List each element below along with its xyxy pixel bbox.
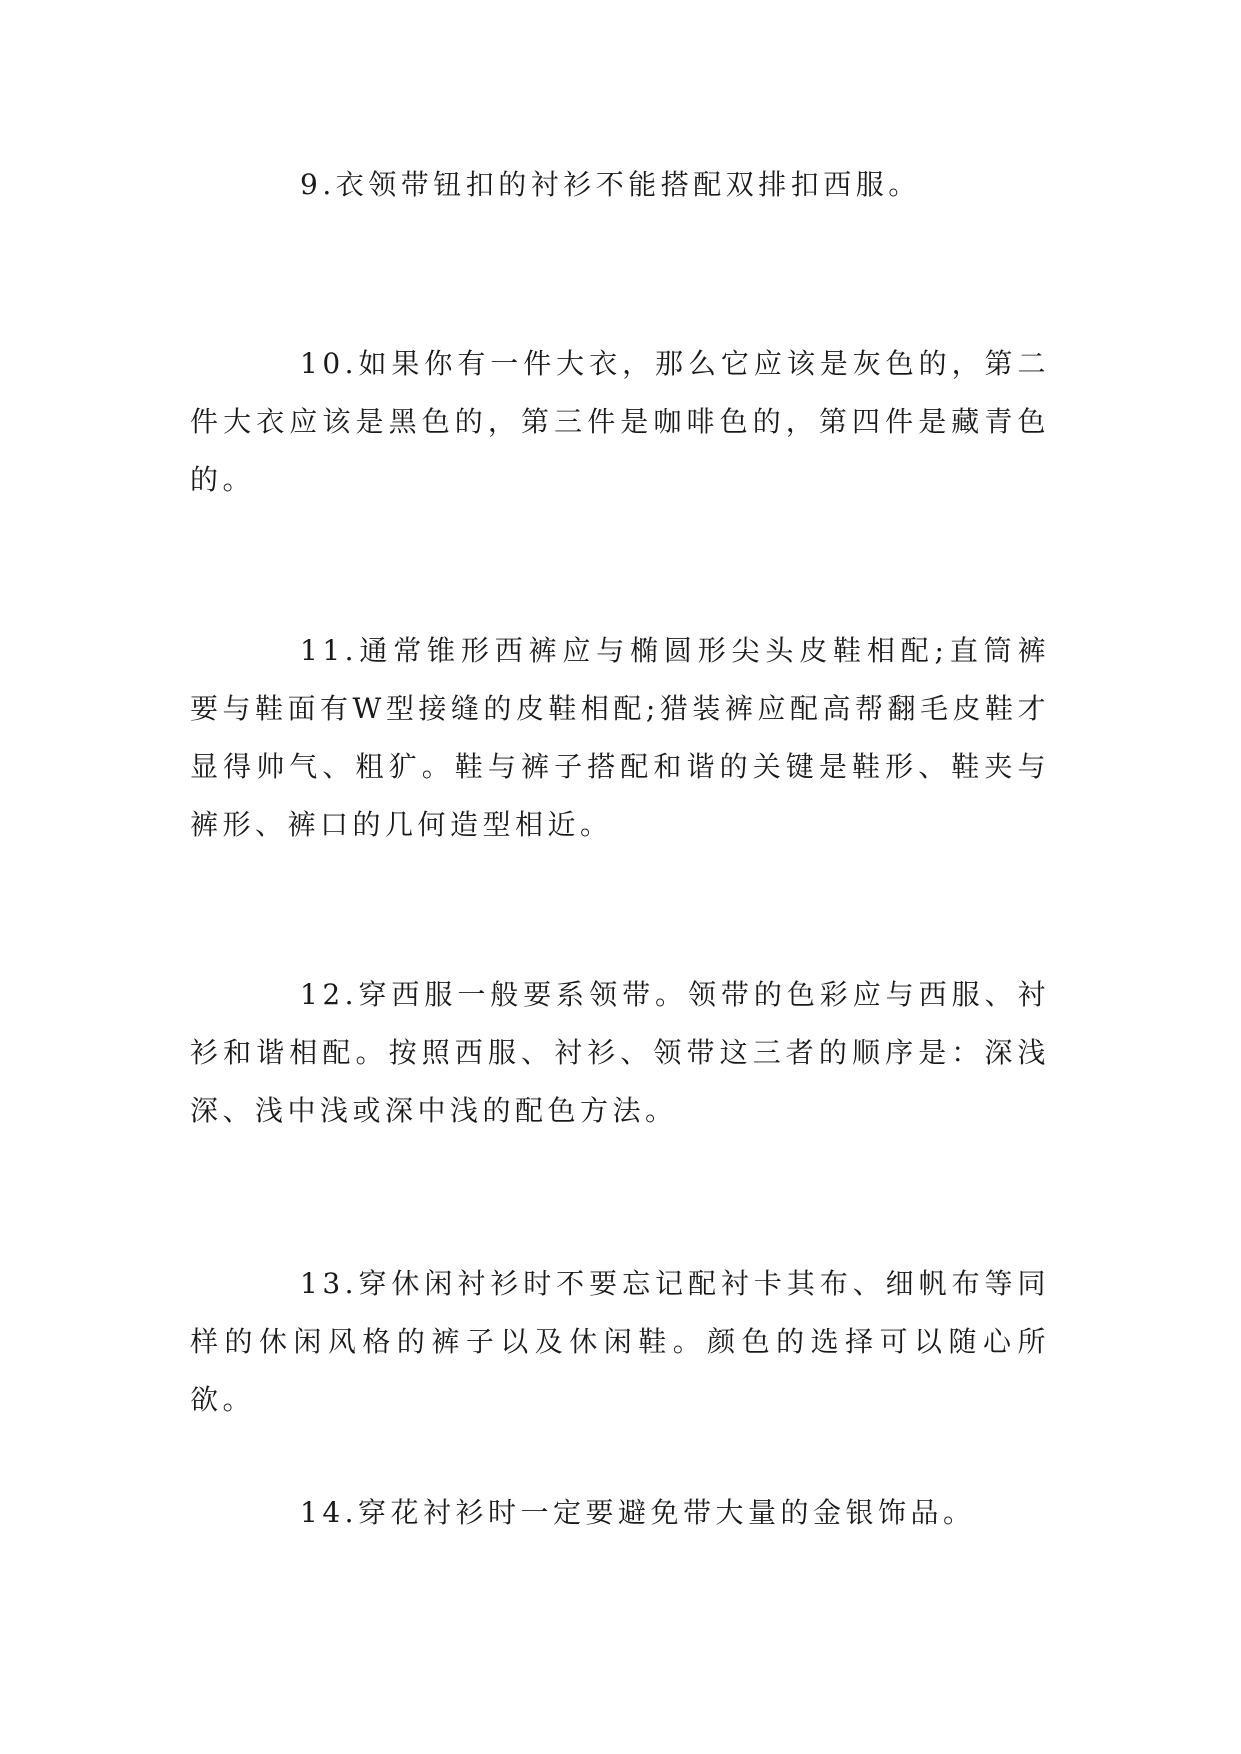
paragraph-item-14: 14.穿花衬衫时一定要避免带大量的金银饰品。: [300, 1496, 976, 1529]
paragraph-item-13: 13.穿休闲衬衫时不要忘记配衬卡其布、细帆布等同样的休闲风格的裤子以及休闲鞋。颜色的选择可以随心所欲。: [190, 1267, 1050, 1416]
paragraph-item-9: 9.衣领带钮扣的衬衫不能搭配双排扣西服。: [300, 168, 921, 201]
paragraph-item-12: 12.穿西服一般要系领带。领带的色彩应与西服、衬衫和谐相配。按照西服、衬衫、领带这三者的顺序是：深浅深、浅中浅或深中浅的配色方法。: [190, 978, 1050, 1127]
paragraph-item-10: 10.如果你有一件大衣，那么它应该是灰色的，第二件大衣应该是黑色的，第三件是咖啡色的，第四件是藏青色的。: [190, 347, 1050, 496]
paragraph-item-11: 11.通常锥形西裤应与椭圆形尖头皮鞋相配;直筒裤要与鞋面有W型接缝的皮鞋相配;猎装裤应配高帮翻毛皮鞋才显得帅气、粗犷。鞋与裤子搭配和谐的关键是鞋形、鞋夹与裤形、裤口的几何造型相近。: [190, 634, 1050, 841]
